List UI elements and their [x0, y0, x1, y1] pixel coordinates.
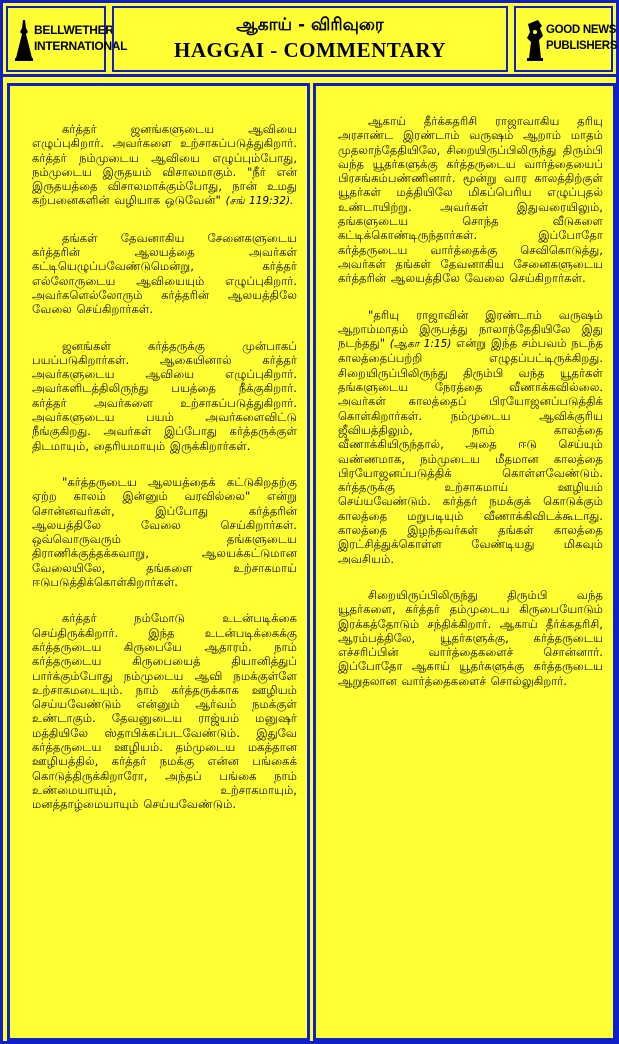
right-column: [313, 83, 616, 1041]
paragraph: கர்த்தர் நம்மோடு உடன்படிக்கை செய்திருக்கிறார். இந்த உடன்படிக்கைக்கு கர்த்தருடைய கிருபையே ஆதாரம். நாம் கர்த்தருடைய கிருபையைத் தியானித்துப் பார்க்கும்போது நம்முடைய ஆவி நமக்குள்ளே உற்சாகமடையும். நாம் கர்த்தருக்காக ஊழியம் செய்யவேண்டும் என்னும் ஆர்வம் நமக்குள் உண்டாகும். தேவனுடைய ராஜ்யம் மனுஷர் மத்தியிலே ஸ்தாபிக்கப்படவேண்டும். இதுவே கர்த்தருடைய ஊழியம். தம்முடைய மகத்தான ஊழியத்தில், கர்த்தர் நமக்கு என்ன பங்கைக் கொடுத்திருக்கிறாரோ, அந்தப் பங்கை நாம் உண்மையாயும், உற்சாகமாயும், மனத்தாழ்மையாயும் செய்யவேண்டும்.: [32, 611, 297, 812]
paragraph: ஆகாய் தீர்க்கதரிசி ராஜாவாகிய தரியு அரசாண்ட இரண்டாம் வருஷம் ஆறாம் மாதம் முதலாந்தேதியிலே, சிறையிருப்பிலிருந்து திரும்பி வந்த யூதர்களுக்கு கர்த்தருடைய வார்த்தையைப் பிரசங்கம்பண்ணினார். மூன்று வார காலத்திற்குள் யூதர்கள் மத்தியிலே மிகப்பெரிய எழுப்புதல் உண்டாயிற்று. அவர்கள் இதுவரையிலும், தங்களுடைய சொந்த வீடுகளை கட்டிக்கொண்டிருந்தார்கள். இப்போதோ கர்த்தருடைய வார்த்தைக்கு செவிகொடுத்து, அவர்கள் தங்கள் தேவனாகிய சேனைகளுடைய கர்த்தரின் ஆலயத்திலே வேலை செய்கிறார்கள்.: [338, 114, 603, 286]
bellwether-logo-text: BELLWETHER INTERNATIONAL: [34, 23, 128, 53]
bellwether-logo: [6, 6, 128, 72]
bellwether-icon: [13, 18, 35, 62]
paragraph: தங்கள் தேவனாகிய சேனைகளுடைய கர்த்தரின் ஆலயத்தை அவர்கள் கட்டியெழுப்பவேண்டுமென்று, கர்த்தர் எல்லோருடைய ஆவியையும் எழுப்புகிறார். அவர்களெல்லோரும் கர்த்தரின் ஆலயத்திலே வேலை செய்கிறார்கள்.: [32, 230, 297, 317]
header: [3, 3, 616, 77]
scripture-reference: (ஆகா 1:15): [389, 338, 452, 351]
good-news-logo-text: GOOD NEWS PUBLISHERS: [546, 24, 618, 52]
paragraph: சிறையிருப்பிலிருந்து திரும்பி வந்த யூதர்களை, கர்த்தர் தம்முடைய கிருபையோடும் இரக்கத்தோடும் சந்திக்கிறார். ஆகாய் தீர்க்கதரிசி, ஆரம்பத்திலே, யூதர்களுக்கு, கர்த்தருடைய எச்சரிப்பின் வார்த்தைகளைச் சொன்னார். இப்போதோ ஆகாய் யூதர்களுக்கு கர்த்தருடைய ஆறுதலான வார்த்தைகளைச் சொல்லுகிறார்.: [338, 587, 603, 688]
paragraph: "கர்த்தருடைய ஆலயத்தைக் கட்டுகிறதற்கு ஏற்ற காலம் இன்னும் வரவில்லை" என்று சொன்னவர்கள், இப்போது கர்த்தரின் ஆலயத்திலே வேலை செய்கிறார்கள். ஒவ்வொருவரும் தங்களுடைய திராணிக்குத்தக்கவாறு, ஆலயக்கட்டுமான வேலையிலே, தங்களை உற்சாகமாய் ஈடுபடுத்திக்கொள்கிறார்கள்.: [32, 474, 297, 590]
good-news-logo: [514, 6, 618, 72]
left-column: [7, 83, 310, 1041]
scripture-reference: (சங் 119:32).: [225, 195, 294, 208]
paragraph: "தரியு ராஜாவின் இரண்டாம் வருஷம் ஆறாம்மாதம் இருபத்து நாலாந்தேதியிலே இது நடந்தது" (ஆகா 1:15) என்று இந்த சம்பவம் நடந்த காலத்தைப்பற்றி எழுதப்பட்டிருக்கிறது. சிறையிருப்பிலிருந்து திரும்பி வந்த யூதர்கள் தங்களுடைய நேரத்தை வீணாக்கவில்லை. அவர்கள் காலத்தைப் பிரயோஜனப்படுத்திக் கொள்கிறார்கள். நம்முடைய ஆவிக்குரிய ஜீவியத்திலும், நாம் காலத்தை வீணாக்கியிருந்தால், அதை ஈடு செய்யும் வண்ணமாக, நம்முடைய மீதமான காலத்தை பிரயோஜனப்படுத்திக் கொள்ளவேண்டும். கர்த்தருக்கு உற்சாகமாய் ஊழியம் செய்யவேண்டும். கர்த்தர் நமக்குக் கொடுக்கும் காலத்தை மறுபடியும் வீணாக்கிவிடக்கூடாது. காலத்தை இழந்தவர்கள் தங்கள் காலத்தை இரட்சித்துக்கொள்ள வேண்டியது மிகவும் அவசியம்.: [338, 307, 604, 566]
good-news-icon: [524, 18, 546, 62]
paragraph: ஜனங்கள் கர்த்தருக்கு முன்பாகப் பயப்படுகிறார்கள். ஆகையினால் கர்த்தர் அவர்களுடைய ஆவியை எழுப்புகிறார். அவர்களிடத்திலிருந்து பயத்தை நீக்குகிறார். கர்த்தர் அவர்களை உற்சாகப்படுத்துகிறார். அவர்களுடைய பயம் அவர்களைவிட்டு நீங்குகிறது. அவர்கள் இப்போது கர்த்தருக்குள் திடமாயும், தைரியமாயும் இருக்கிறார்கள்.: [32, 338, 297, 453]
paragraph: கர்த்தர் ஜனங்களுடைய ஆவியை எழுப்புகிறார். அவர்களை உற்சாகப்படுத்துகிறார். கர்த்தர் நம்முடைய ஆவியை எழுப்பும்போது, நம்முடைய இருதயம் விசாலமாகும். "நீர் என் இருதயத்தை விசாலமாக்கும்போது, நான் உமது கற்பனைகளின் வழியாக ஒடுவேன்" (சங் 119:32).: [32, 122, 297, 208]
page-title-tamil: ஆகாய் - விரிவுரை: [236, 15, 384, 35]
page-title: HAGGAI - COMMENTARY: [173, 38, 447, 62]
title-box: [112, 6, 508, 72]
